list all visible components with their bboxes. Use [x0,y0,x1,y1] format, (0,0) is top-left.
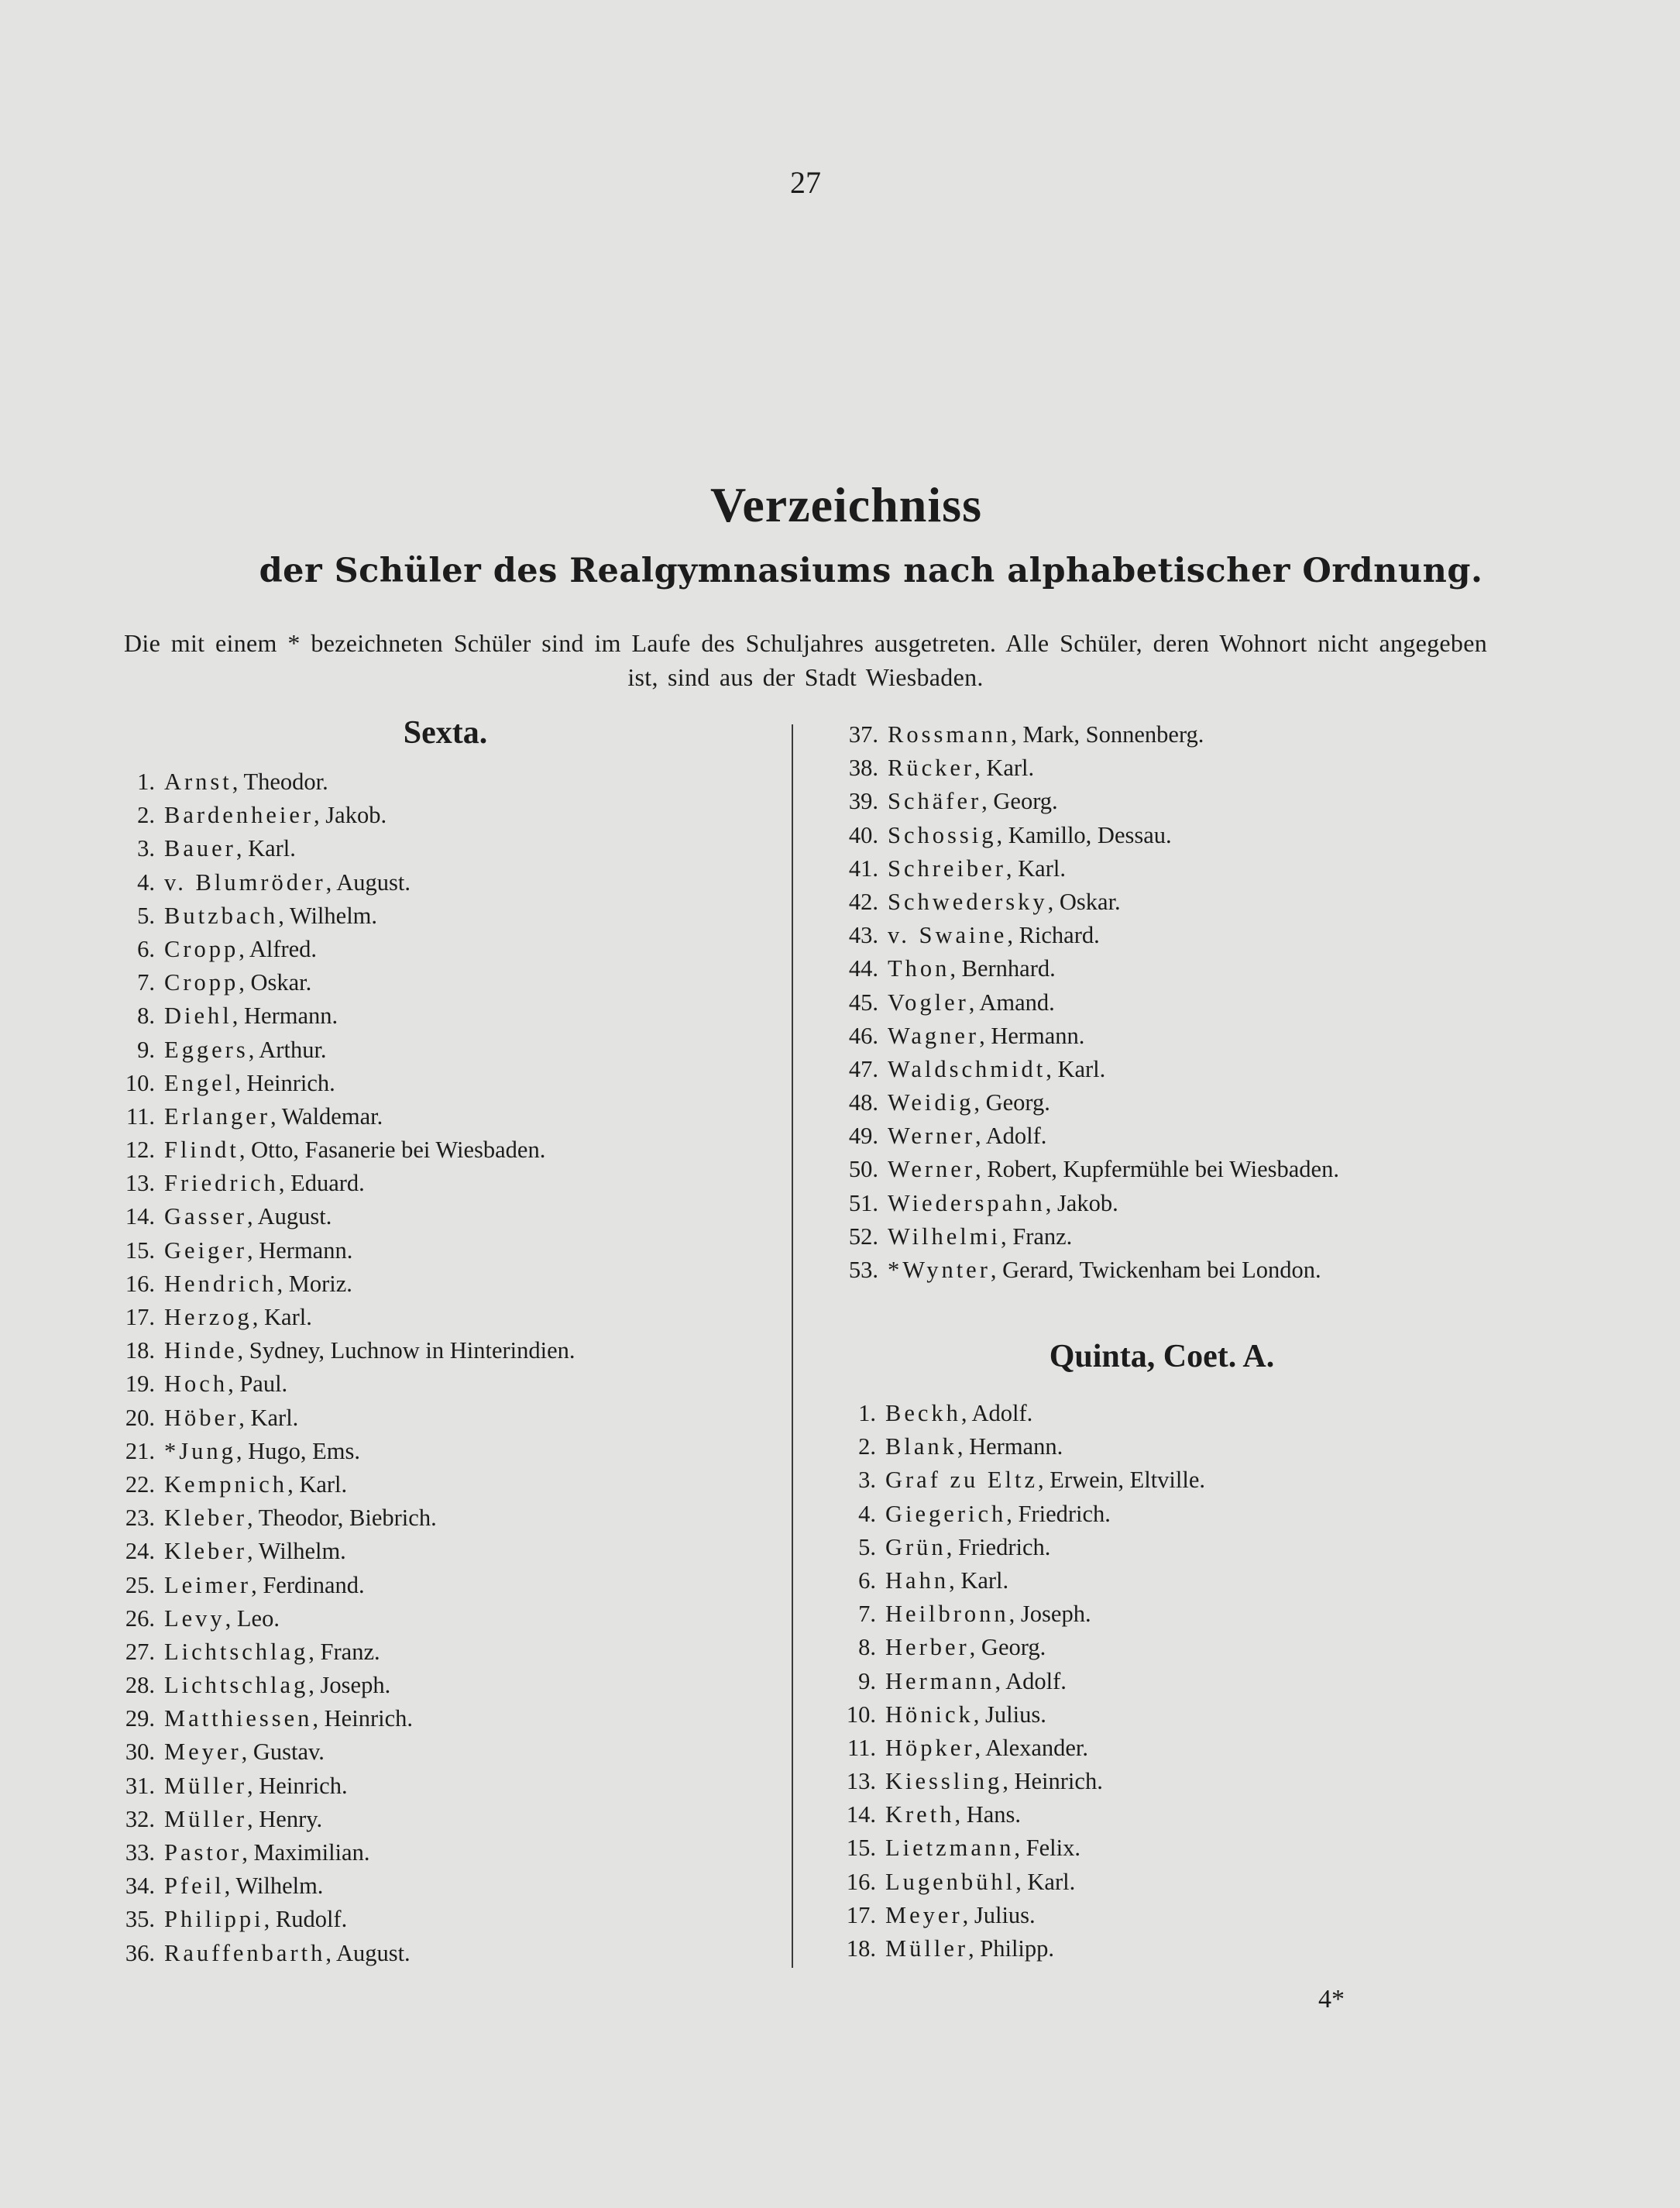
entry-details: Heinrich. [259,1772,348,1799]
entry-number: 16. [125,1270,155,1297]
student-entry: 3. Graf zu Eltz, Erwein, Eltville. [821,1463,1205,1497]
entry-number: 25. [125,1571,155,1598]
entry-number: 51. [848,1189,878,1216]
entry-details: Karl. [1057,1055,1106,1082]
entry-surname: Herber [885,1634,970,1661]
student-entry: 40. Schossig, Kamillo, Dessau. [821,819,1339,852]
student-entry: 31. Müller, Heinrich. [107,1769,575,1803]
entry-surname: Lietzmann [885,1835,1015,1862]
entry-number: 4. [137,868,155,896]
student-entry: 44. Thon, Bernhard. [821,952,1339,985]
entry-surname: Vogler [888,989,969,1016]
student-entry: 1. Arnst, Theodor. [107,765,575,799]
entry-details: Waldemar. [281,1102,383,1130]
entry-surname: Rücker [888,755,975,782]
student-entry: 18. Hinde, Sydney, Luchnow in Hinterindien. [107,1334,575,1367]
entry-details: Karl. [264,1304,312,1330]
entry-surname: Engel [164,1069,235,1096]
student-entry: 5. Grün, Friedrich. [821,1531,1205,1564]
entry-details: Jakob. [1056,1189,1118,1216]
entry-details: Karl. [986,755,1035,782]
student-entry: 6. Hahn, Karl. [821,1564,1205,1598]
entry-number: 42. [848,888,878,915]
entry-surname: Wilhelmi [888,1223,1001,1250]
entry-number: 39. [848,788,878,815]
entry-details: Amand. [979,989,1055,1016]
entry-number: 24. [125,1538,155,1565]
entry-details: August. [335,1939,411,1966]
student-entry: 19. Hoch, Paul. [107,1367,575,1401]
entry-surname: Bardenheier [164,802,314,829]
student-entry: 8. Herber, Georg. [821,1631,1205,1664]
entry-number: 4. [858,1500,876,1527]
student-entry: 7. Cropp, Oskar. [107,966,575,999]
entry-details: Georg. [985,1089,1050,1116]
entry-details: Felix. [1026,1835,1080,1862]
entry-number: 9. [137,1036,155,1063]
entry-surname: Beckh [885,1400,961,1426]
entry-details: Robert, Kupfermühle bei Wiesbaden. [987,1156,1339,1183]
student-entry: 34. Pfeil, Wilhelm. [107,1869,575,1903]
student-entry: 14. Kreth, Hans. [821,1798,1205,1831]
entry-details: Franz. [1012,1223,1073,1250]
entry-details: Theodor. [243,769,328,795]
entry-number: 18. [846,1935,876,1962]
entry-surname: Heilbronn [885,1601,1009,1628]
student-entry: 49. Werner, Adolf. [821,1119,1339,1153]
entry-surname: Pastor [164,1839,242,1866]
student-entry: 18. Müller, Philipp. [821,1932,1205,1966]
student-entry: 29. Matthiessen, Heinrich. [107,1702,575,1735]
student-entry: 42. Schwedersky, Oskar. [821,886,1339,919]
student-entry: 2. Bardenheier, Jakob. [107,799,575,832]
entry-details: Adolf. [971,1400,1033,1426]
entry-surname: Geiger [164,1236,247,1264]
student-entry: 15. Geiger, Hermann. [107,1234,575,1267]
student-entry: 17. Herzog, Karl. [107,1301,575,1334]
entry-number: 28. [125,1672,155,1699]
student-entry: 23. Kleber, Theodor, Biebrich. [107,1501,575,1535]
entry-surname: Kleber [164,1538,247,1565]
entry-surname: Lichtschlag [164,1672,309,1699]
student-entry: 32. Müller, Henry. [107,1803,575,1836]
entry-details: Maximilian. [253,1839,370,1866]
entry-number: 41. [848,855,878,882]
student-entry: 22. Kempnich, Karl. [107,1468,575,1501]
entry-surname: Giegerich [885,1500,1007,1527]
student-entry: 8. Diehl, Hermann. [107,999,575,1033]
entry-number: 48. [848,1089,878,1116]
student-entry: 47. Waldschmidt, Karl. [821,1053,1339,1086]
entry-details: Eduard. [290,1170,365,1197]
entry-number: 22. [125,1470,155,1498]
entry-number: 15. [846,1835,876,1862]
student-entry: 9. Eggers, Arthur. [107,1033,575,1067]
entry-details: Alfred. [249,935,318,962]
entry-surname: Hendrich [164,1270,277,1297]
entry-details: Hermann. [969,1433,1063,1460]
student-entry: 20. Höber, Karl. [107,1401,575,1435]
entry-details: Oskar. [1059,888,1121,915]
entry-surname: Schreiber [888,855,1006,882]
entry-details: Mark, Sonnenberg. [1022,721,1204,748]
entry-number: 37. [848,721,878,748]
entry-details: August. [257,1203,332,1230]
entry-details: Bernhard. [961,955,1056,982]
sexta-list-right [821,718,1339,1287]
entry-details: Alexander. [985,1734,1089,1761]
entry-surname: Thon [888,955,950,982]
student-entry: 6. Cropp, Alfred. [107,933,575,966]
entry-surname: Levy [164,1604,225,1632]
entry-details: Rudolf. [275,1906,348,1933]
student-entry: 51. Wiederspahn, Jakob. [821,1187,1339,1220]
entry-surname: Butzbach [164,902,279,929]
entry-details: Ferdinand. [263,1571,365,1598]
entry-details: Hermann. [991,1022,1085,1049]
quinta-list [821,1397,1205,1966]
entry-details: Adolf. [1005,1667,1067,1694]
intro-note: Die mit einem * bezeichneten Schüler sind im Laufe des Schuljahres ausgetreten. Alle Schüler, deren Wohnort nicht angegeben ist, sind aus der Stadt Wiesbaden. [124,629,1487,691]
student-entry: 46. Wagner, Hermann. [821,1020,1339,1053]
entry-details: Gustav. [253,1739,325,1766]
entry-surname: Werner [888,1156,975,1183]
entry-details: Joseph. [1020,1601,1091,1628]
student-entry: 43. v. Swaine, Richard. [821,919,1339,952]
entry-number: 10. [125,1069,155,1096]
entry-number: 1. [137,769,155,795]
entry-surname: Müller [164,1772,248,1799]
entry-details: Joseph. [320,1672,391,1699]
entry-surname: v. Swaine [888,922,1008,949]
entry-surname: Kleber [164,1505,247,1532]
entry-number: 6. [137,935,155,962]
entry-details: Philipp. [980,1935,1055,1962]
student-entry: 27. Lichtschlag, Franz. [107,1635,575,1669]
student-entry: 21. *Jung, Hugo, Ems. [107,1435,575,1468]
page-subtitle: der Schüler des Realgymnasiums nach alphabetischer Ordnung. [259,552,1483,590]
entry-surname: Friedrich [164,1170,279,1197]
entry-details: Karl. [248,835,296,862]
entry-details: Sydney, Luchnow in Hinterindien. [249,1337,575,1364]
entry-surname: Lichtschlag [164,1638,309,1665]
entry-surname: Weidig [888,1089,974,1116]
entry-surname: *Wynter [888,1257,991,1283]
student-entry: 37. Rossmann, Mark, Sonnenberg. [821,718,1339,751]
entry-number: 1. [858,1400,876,1426]
entry-number: 18. [125,1337,155,1364]
student-entry: 3. Bauer, Karl. [107,832,575,865]
sexta-list-left [107,765,575,1970]
page-number: 27 [790,165,821,200]
entry-details: Hugo, Ems. [248,1437,360,1464]
entry-number: 14. [846,1801,876,1828]
student-entry: 5. Butzbach, Wilhelm. [107,899,575,933]
entry-number: 43. [848,922,878,949]
entry-number: 23. [125,1505,155,1532]
entry-details: Otto, Fasanerie bei Wiesbaden. [251,1137,546,1164]
entry-surname: Schossig [888,821,997,848]
student-entry: 16. Lugenbühl, Karl. [821,1866,1205,1899]
signature-mark: 4* [1318,1985,1345,2014]
entry-details: Heinrich. [246,1069,335,1096]
student-entry: 12. Flindt, Otto, Fasanerie bei Wiesbaden. [107,1133,575,1167]
entry-surname: Rauffenbarth [164,1939,326,1966]
entry-number: 11. [126,1102,155,1130]
student-entry: 48. Weidig, Georg. [821,1086,1339,1119]
entry-surname: Müller [164,1805,248,1832]
student-entry: 24. Kleber, Wilhelm. [107,1535,575,1568]
entry-number: 40. [848,821,878,848]
entry-surname: Bauer [164,835,236,862]
entry-surname: Werner [888,1123,975,1150]
entry-details: Jakob. [325,802,387,829]
entry-surname: Diehl [164,1003,232,1030]
student-entry: 26. Levy, Leo. [107,1602,575,1635]
entry-details: Paul. [239,1371,288,1398]
sexta-heading: Sexta. [403,715,488,751]
student-entry: 53. *Wynter, Gerard, Twickenham bei London. [821,1254,1339,1287]
entry-number: 15. [125,1236,155,1264]
column-divider [792,724,793,1968]
student-entry: 33. Pastor, Maximilian. [107,1836,575,1869]
entry-details: Wilhelm. [258,1538,346,1565]
entry-surname: Erlanger [164,1102,270,1130]
entry-surname: Kempnich [164,1470,288,1498]
entry-surname: Gasser [164,1203,247,1230]
entry-number: 2. [137,802,155,829]
entry-details: Gerard, Twickenham bei London. [1002,1257,1321,1283]
entry-surname: Höber [164,1404,239,1431]
entry-surname: Schäfer [888,788,982,815]
entry-surname: Waldschmidt [888,1055,1046,1082]
entry-number: 7. [858,1601,876,1628]
entry-details: Karl. [299,1470,348,1498]
student-entry: 41. Schreiber, Karl. [821,852,1339,886]
entry-surname: v. Blumröder [164,868,326,896]
student-entry: 17. Meyer, Julius. [821,1899,1205,1932]
entry-details: Wilhelm. [289,902,378,929]
student-entry: 15. Lietzmann, Felix. [821,1831,1205,1865]
entry-surname: Matthiessen [164,1705,313,1732]
entry-number: 32. [125,1805,155,1832]
entry-number: 27. [125,1638,155,1665]
entry-number: 13. [125,1170,155,1197]
entry-surname: Hermann [885,1667,995,1694]
entry-details: Karl. [1027,1868,1076,1895]
student-entry: 35. Philippi, Rudolf. [107,1903,575,1936]
entry-surname: Höpker [885,1734,975,1761]
entry-details: Heinrich. [1014,1768,1103,1795]
page-title: Verzeichniss [710,477,982,532]
student-entry: 13. Friedrich, Eduard. [107,1167,575,1200]
entry-number: 2. [858,1433,876,1460]
entry-details: Karl. [960,1567,1009,1594]
student-entry: 10. Hönick, Julius. [821,1698,1205,1732]
student-entry: 30. Meyer, Gustav. [107,1735,575,1769]
entry-number: 38. [848,755,878,782]
entry-surname: Lugenbühl [885,1868,1016,1895]
student-entry: 16. Hendrich, Moriz. [107,1267,575,1301]
entry-number: 50. [848,1156,878,1183]
entry-surname: Rossmann [888,721,1012,748]
entry-number: 17. [125,1304,155,1330]
entry-number: 8. [137,1003,155,1030]
entry-number: 33. [125,1839,155,1866]
student-entry: 39. Schäfer, Georg. [821,785,1339,818]
entry-surname: Hönick [885,1701,974,1728]
entry-surname: Philippi [164,1906,264,1933]
entry-number: 45. [848,989,878,1016]
entry-number: 29. [125,1705,155,1732]
entry-surname: Grün [885,1533,947,1560]
student-entry: 28. Lichtschlag, Joseph. [107,1669,575,1702]
entry-number: 17. [846,1901,876,1928]
entry-number: 44. [848,955,878,982]
entry-surname: Müller [885,1935,969,1962]
entry-details: Hans. [966,1801,1022,1828]
entry-number: 20. [125,1404,155,1431]
entry-details: Friedrich. [1018,1500,1111,1527]
entry-details: Oskar. [250,969,312,996]
entry-surname: Pfeil [164,1873,225,1900]
entry-details: Julius. [974,1901,1036,1928]
entry-surname: Flindt [164,1137,239,1164]
student-entry: 4. Giegerich, Friedrich. [821,1498,1205,1531]
student-entry: 10. Engel, Heinrich. [107,1067,575,1100]
entry-number: 26. [125,1604,155,1632]
entry-number: 47. [848,1055,878,1082]
entry-number: 5. [137,902,155,929]
entry-surname: Graf zu Eltz [885,1467,1039,1494]
entry-surname: Kreth [885,1801,955,1828]
quinta-heading: Quinta, Coet. A. [1049,1339,1275,1374]
entry-number: 35. [125,1906,155,1933]
entry-surname: Herzog [164,1304,253,1330]
entry-details: Hermann. [244,1003,338,1030]
entry-surname: Hahn [885,1567,950,1594]
student-entry: 25. Leimer, Ferdinand. [107,1569,575,1602]
entry-number: 3. [858,1467,876,1494]
entry-details: Kamillo, Dessau. [1008,821,1172,848]
student-entry: 4. v. Blumröder, August. [107,866,575,899]
entry-surname: Meyer [164,1739,242,1766]
entry-details: Franz. [320,1638,380,1665]
entry-number: 5. [858,1533,876,1560]
entry-number: 13. [846,1768,876,1795]
entry-number: 53. [848,1257,878,1283]
entry-number: 3. [137,835,155,862]
entry-number: 21. [125,1437,155,1464]
entry-details: Moriz. [288,1270,352,1297]
entry-surname: Hoch [164,1371,228,1398]
entry-number: 9. [858,1667,876,1694]
student-entry: 14. Gasser, August. [107,1200,575,1233]
entry-details: Leo. [236,1604,280,1632]
student-entry: 1. Beckh, Adolf. [821,1397,1205,1430]
entry-number: 52. [848,1223,878,1250]
entry-number: 16. [846,1868,876,1895]
student-entry: 36. Rauffenbarth, August. [107,1937,575,1970]
entry-surname: Kiessling [885,1768,1003,1795]
entry-number: 11. [847,1734,876,1761]
entry-surname: Cropp [164,935,239,962]
student-entry: 50. Werner, Robert, Kupfermühle bei Wiesbaden. [821,1153,1339,1186]
entry-details: Georg. [993,788,1058,815]
entry-surname: Wiederspahn [888,1189,1046,1216]
student-entry: 13. Kiessling, Heinrich. [821,1765,1205,1798]
student-entry: 38. Rücker, Karl. [821,751,1339,785]
entry-surname: Cropp [164,969,239,996]
entry-surname: Wagner [888,1022,980,1049]
entry-details: Erwein, Eltville. [1050,1467,1206,1494]
entry-details: Karl. [250,1404,299,1431]
student-entry: 9. Hermann, Adolf. [821,1665,1205,1698]
entry-number: 31. [125,1772,155,1799]
student-entry: 11. Höpker, Alexander. [821,1732,1205,1765]
student-entry: 7. Heilbronn, Joseph. [821,1598,1205,1631]
entry-details: Friedrich. [957,1533,1051,1560]
entry-details: Henry. [259,1805,323,1832]
entry-number: 36. [125,1939,155,1966]
entry-details: Julius. [985,1701,1046,1728]
entry-surname: Arnst [164,769,232,795]
entry-number: 10. [846,1701,876,1728]
student-entry: 2. Blank, Hermann. [821,1430,1205,1463]
entry-details: Heinrich. [324,1705,413,1732]
entry-number: 14. [125,1203,155,1230]
entry-surname: Blank [885,1433,957,1460]
entry-number: 49. [848,1123,878,1150]
entry-surname: Eggers [164,1036,249,1063]
entry-number: 8. [858,1634,876,1661]
entry-number: 30. [125,1739,155,1766]
entry-details: Georg. [981,1634,1046,1661]
entry-surname: *Jung [164,1437,236,1464]
entry-number: 46. [848,1022,878,1049]
student-entry: 52. Wilhelmi, Franz. [821,1220,1339,1254]
entry-details: Karl. [1018,855,1066,882]
student-entry: 45. Vogler, Amand. [821,986,1339,1020]
entry-details: Hermann. [259,1236,353,1264]
entry-details: Theodor, Biebrich. [258,1505,437,1532]
entry-details: August. [336,868,411,896]
entry-number: 12. [125,1137,155,1164]
entry-number: 19. [125,1371,155,1398]
student-entry: 11. Erlanger, Waldemar. [107,1100,575,1133]
entry-surname: Schwedersky [888,888,1048,915]
entry-surname: Leimer [164,1571,252,1598]
entry-number: 7. [137,969,155,996]
entry-surname: Meyer [885,1901,963,1928]
entry-details: Richard. [1019,922,1100,949]
entry-number: 34. [125,1873,155,1900]
entry-details: Wilhelm. [235,1873,324,1900]
entry-surname: Hinde [164,1337,238,1364]
entry-details: Adolf. [985,1123,1047,1150]
entry-details: Arthur. [259,1036,327,1063]
entry-number: 6. [858,1567,876,1594]
